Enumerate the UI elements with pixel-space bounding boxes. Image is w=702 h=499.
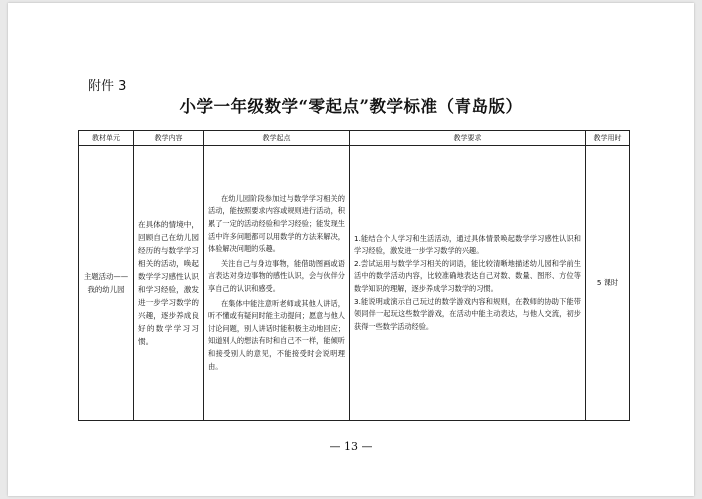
start-point-paragraph: 在集体中能注意听老师或其他人讲话，听不懂或有疑问时能主动提问；愿意与他人讨论问题，别人讲话时能积极主动地回应；知道别人的想法有时和自己不一样，能倾听和接受别人的意见，不能接受时会说明理由。 [208,298,345,371]
requirement-item: 1.能结合个人学习和生活活动，通过具体情景唤起数学学习感性认识和学习经验，激发进一步学习数学的兴趣。 [354,233,581,256]
curriculum-table [78,130,630,421]
start-point-paragraph: 关注自己与身边事物，能借助图画或语言表达对身边事物的感性认识，会与伙伴分享自己的认识和感受。 [208,258,345,293]
cell-content: 在具体的情境中，回顾自己在幼儿园经历的与数学学习相关的活动，唤起数学学习感性认识和学习经验，激发进一步学习数学的兴趣，逐步养成良好的数学学习习惯。 [134,146,204,421]
requirement-item: 2.尝试运用与数学学习相关的词语，能比较清晰地描述幼儿园和学前生活中的数学活动内容，比较准确地表达自己对数、数量、图形、方位等数学知识的理解，逐步养成学习数学的习惯。 [354,258,581,293]
requirement-item: 3.能说明或演示自己玩过的数学游戏内容和规则，在教师的协助下能带领同伴一起玩这些数学游戏，在活动中能主动表达，与他人交流，初步获得一些数学活动经验。 [354,296,581,331]
page-number: — 13 — [329,440,373,453]
cell-hours: 5 课时 [586,146,630,421]
table-row [79,146,630,421]
header-requirements: 教学要求 [350,131,586,146]
attachment-label: 附件 3 [88,79,127,94]
cell-requirements [350,146,586,421]
document-page [8,3,694,496]
page-title: 小学一年级数学“零起点”教学标准（青岛版） [179,97,523,116]
start-point-paragraph: 在幼儿园阶段参加过与数学学习相关的活动，能按照要求内容或规则进行活动，积累了一定的活动经验和学习经验；能发现生活中许多问题都可以用数学的方法来解决，体验解决问题的乐趣。 [208,193,345,254]
header-hours: 教学用时 [586,131,630,146]
cell-unit: 主题活动——我的幼儿园 [79,146,134,421]
header-content: 教学内容 [134,131,204,146]
cell-start-point [204,146,350,421]
table-header-row [79,131,630,146]
header-start-point: 教学起点 [204,131,350,146]
header-unit: 教材单元 [79,131,134,146]
